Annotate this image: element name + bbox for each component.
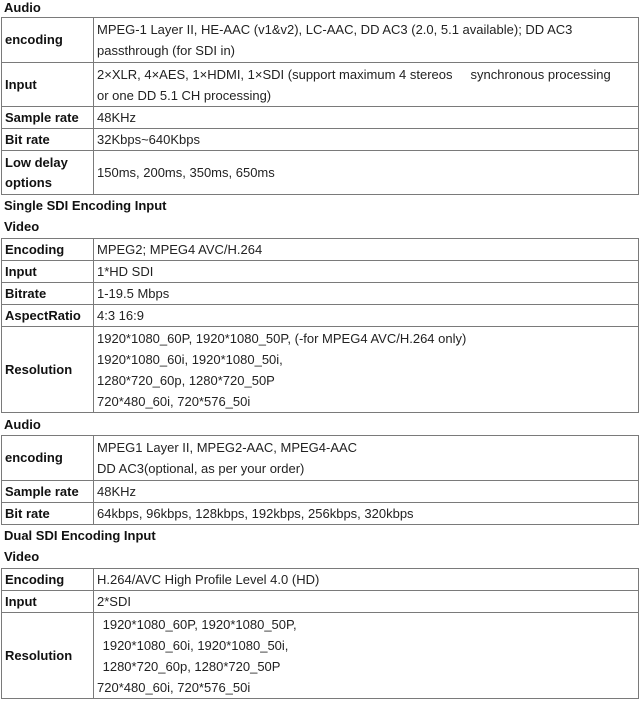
row-label: Resolution	[2, 327, 94, 413]
row-value: 32Kbps~640Kbps	[94, 129, 639, 151]
row-label: Bit rate	[2, 129, 94, 151]
table-row	[2, 305, 639, 327]
row-value: MPEG2; MPEG4 AVC/H.264	[94, 239, 639, 261]
audio-heading: Audio	[4, 0, 41, 15]
row-label: encoding	[2, 18, 94, 63]
row-value: H.264/AVC High Profile Level 4.0 (HD)	[94, 569, 639, 591]
row-label: Input	[2, 63, 94, 107]
label-line: options	[5, 174, 52, 190]
value-line: 720*480_60i, 720*576_50i	[97, 393, 251, 409]
table-row	[2, 481, 639, 503]
row-value: 48KHz	[94, 481, 639, 503]
row-value: 150ms, 200ms, 350ms, 650ms	[94, 151, 639, 195]
value-line: 1920*1080_60i, 1920*1080_50i,	[99, 637, 289, 653]
value-line: 1280*720_60p, 1280*720_50P	[97, 372, 275, 388]
table-row	[2, 569, 639, 591]
row-label: Sample rate	[2, 107, 94, 129]
row-label: AspectRatio	[2, 305, 94, 327]
table-row	[2, 503, 639, 525]
value-line: or one DD 5.1 CH processing)	[97, 87, 272, 103]
row-value: 2*SDI	[94, 591, 639, 613]
table-row	[2, 327, 639, 413]
table-row	[2, 151, 639, 195]
row-label: Resolution	[2, 613, 94, 699]
row-label: Encoding	[2, 239, 94, 261]
label-line: Low delay	[5, 154, 68, 170]
single-sdi-audio-table	[1, 435, 639, 525]
row-value: 1-19.5 Mbps	[94, 283, 639, 305]
value-line: 720*480_60i, 720*576_50i	[97, 679, 251, 695]
table-row	[2, 261, 639, 283]
table-row	[2, 63, 639, 107]
row-label: Input	[2, 261, 94, 283]
value-line: 1920*1080_60P, 1920*1080_50P,	[99, 616, 297, 632]
single-sdi-video-table	[1, 238, 639, 413]
row-label: Input	[2, 591, 94, 613]
row-value	[94, 613, 639, 699]
row-value: 1*HD SDI	[94, 261, 639, 283]
row-label: Encoding	[2, 569, 94, 591]
table-row	[2, 239, 639, 261]
single-sdi-title: Single SDI Encoding Input	[4, 198, 167, 213]
dual-sdi-video-table	[1, 568, 639, 699]
row-value	[94, 18, 639, 63]
dual-sdi-video-heading: Video	[4, 549, 40, 564]
row-label	[2, 151, 94, 195]
dual-sdi-title: Dual SDI Encoding Input	[4, 528, 156, 543]
row-value	[94, 327, 639, 413]
table-row	[2, 591, 639, 613]
row-value	[94, 63, 639, 107]
row-label: Bitrate	[2, 283, 94, 305]
row-value: 4:3 16:9	[94, 305, 639, 327]
value-line: MPEG1 Layer II, MPEG2-AAC, MPEG4-AAC	[97, 440, 358, 455]
single-sdi-video-heading: Video	[4, 219, 40, 234]
value-line: MPEG-1 Layer II, HE-AAC (v1&v2), LC-AAC, DD AC3 (2.0, 5.1 available); DD AC3	[97, 22, 573, 37]
table-row	[2, 436, 639, 481]
table-row	[2, 107, 639, 129]
single-sdi-audio-heading: Audio	[4, 417, 41, 432]
table-row	[2, 283, 639, 305]
value-line: DD AC3(optional, as per your order)	[97, 461, 305, 476]
value-line: 2×XLR, 4×AES, 1×HDMI, 1×SDI (support maximum 4 stereos synchronous processing	[97, 66, 611, 82]
row-value	[94, 436, 639, 481]
value-line: 1280*720_60p, 1280*720_50P	[99, 658, 281, 674]
table-row	[2, 18, 639, 63]
value-line: 1920*1080_60P, 1920*1080_50P, (-for MPEG4 AVC/H.264 only)	[97, 330, 467, 346]
audio-spec-table	[1, 17, 639, 195]
row-label: Sample rate	[2, 481, 94, 503]
table-row	[2, 613, 639, 699]
value-line: passthrough (for SDI in)	[97, 43, 236, 58]
table-row	[2, 129, 639, 151]
row-label: encoding	[2, 436, 94, 481]
row-label: Bit rate	[2, 503, 94, 525]
row-value: 64kbps, 96kbps, 128kbps, 192kbps, 256kbps, 320kbps	[94, 503, 639, 525]
row-value: 48KHz	[94, 107, 639, 129]
value-line: 1920*1080_60i, 1920*1080_50i,	[97, 351, 283, 367]
